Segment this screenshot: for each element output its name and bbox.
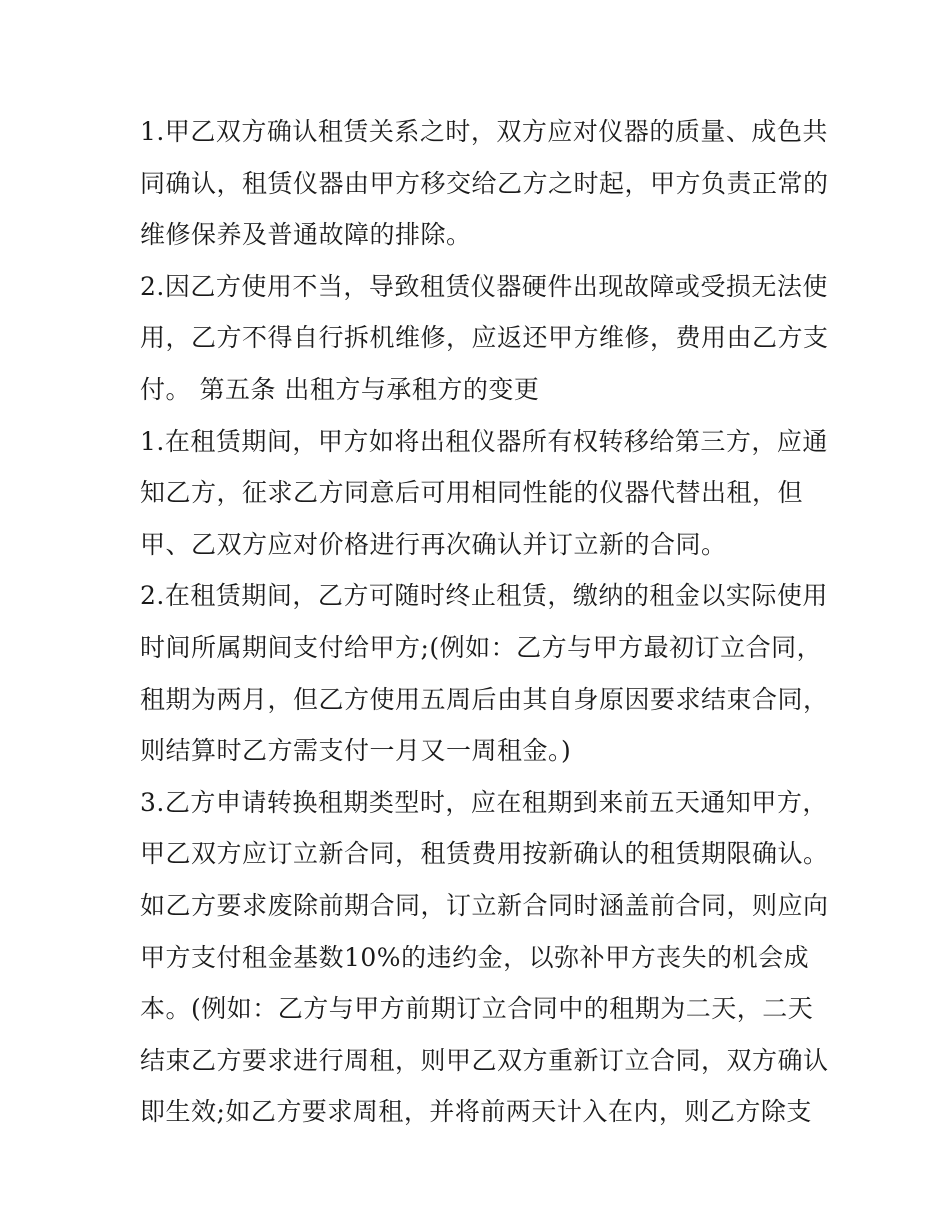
text-line: 付。 第五条 出租方与承租方的变更 bbox=[140, 374, 540, 404]
text-line: 同确认，租赁仪器由甲方移交给乙方之时起，甲方负责正常的 bbox=[140, 168, 829, 198]
text-line: 甲方支付租金基数10%的违约金，以弥补甲方丧失的机会成 bbox=[140, 942, 810, 972]
contract-text-body bbox=[140, 106, 830, 1138]
text-line: 知乙方，征求乙方同意后可用相同性能的仪器代替出租，但 bbox=[140, 478, 804, 508]
text-line: 1.甲乙双方确认租赁关系之时，双方应对仪器的质量、成色共 bbox=[140, 117, 828, 146]
text-line: 本。(例如：乙方与甲方前期订立合同中的租期为二天，二天 bbox=[140, 994, 814, 1024]
text-line: 2.因乙方使用不当，导致租赁仪器硬件出现故障或受损无法使 bbox=[140, 271, 828, 301]
text-line: 如乙方要求废除前期合同，订立新合同时涵盖前合同，则应向 bbox=[140, 890, 829, 920]
text-line: 结束乙方要求进行周租，则甲乙双方重新订立合同，双方确认 bbox=[140, 1045, 829, 1075]
text-line: 甲、乙双方应对价格进行再次确认并订立新的合同。 bbox=[140, 529, 727, 559]
text-line: 则结算时乙方需支付一月又一周租金。) bbox=[140, 736, 572, 766]
text-line: 1.在租赁期间，甲方如将出租仪器所有权转移给第三方，应通 bbox=[140, 426, 828, 456]
text-line: 租期为两月，但乙方使用五周后由其自身原因要求结束合同， bbox=[140, 684, 829, 714]
text-line: 维修保养及普通故障的排除。 bbox=[140, 220, 472, 250]
text-line: 即生效;如乙方要求周租，并将前两天计入在内，则乙方除支 bbox=[140, 1097, 812, 1127]
text-line: 甲乙双方应订立新合同，租赁费用按新确认的租赁期限确认。 bbox=[140, 839, 829, 869]
text-line: 2.在租赁期间，乙方可随时终止租赁，缴纳的租金以实际使用 bbox=[140, 581, 828, 611]
text-line: 时间所属期间支付给甲方;(例如：乙方与甲方最初订立合同， bbox=[140, 632, 823, 662]
text-line: 3.乙方申请转换租期类型时，应在租期到来前五天通知甲方， bbox=[140, 787, 828, 817]
text-line: 用，乙方不得自行拆机维修，应返还甲方维修，费用由乙方支 bbox=[140, 323, 829, 353]
